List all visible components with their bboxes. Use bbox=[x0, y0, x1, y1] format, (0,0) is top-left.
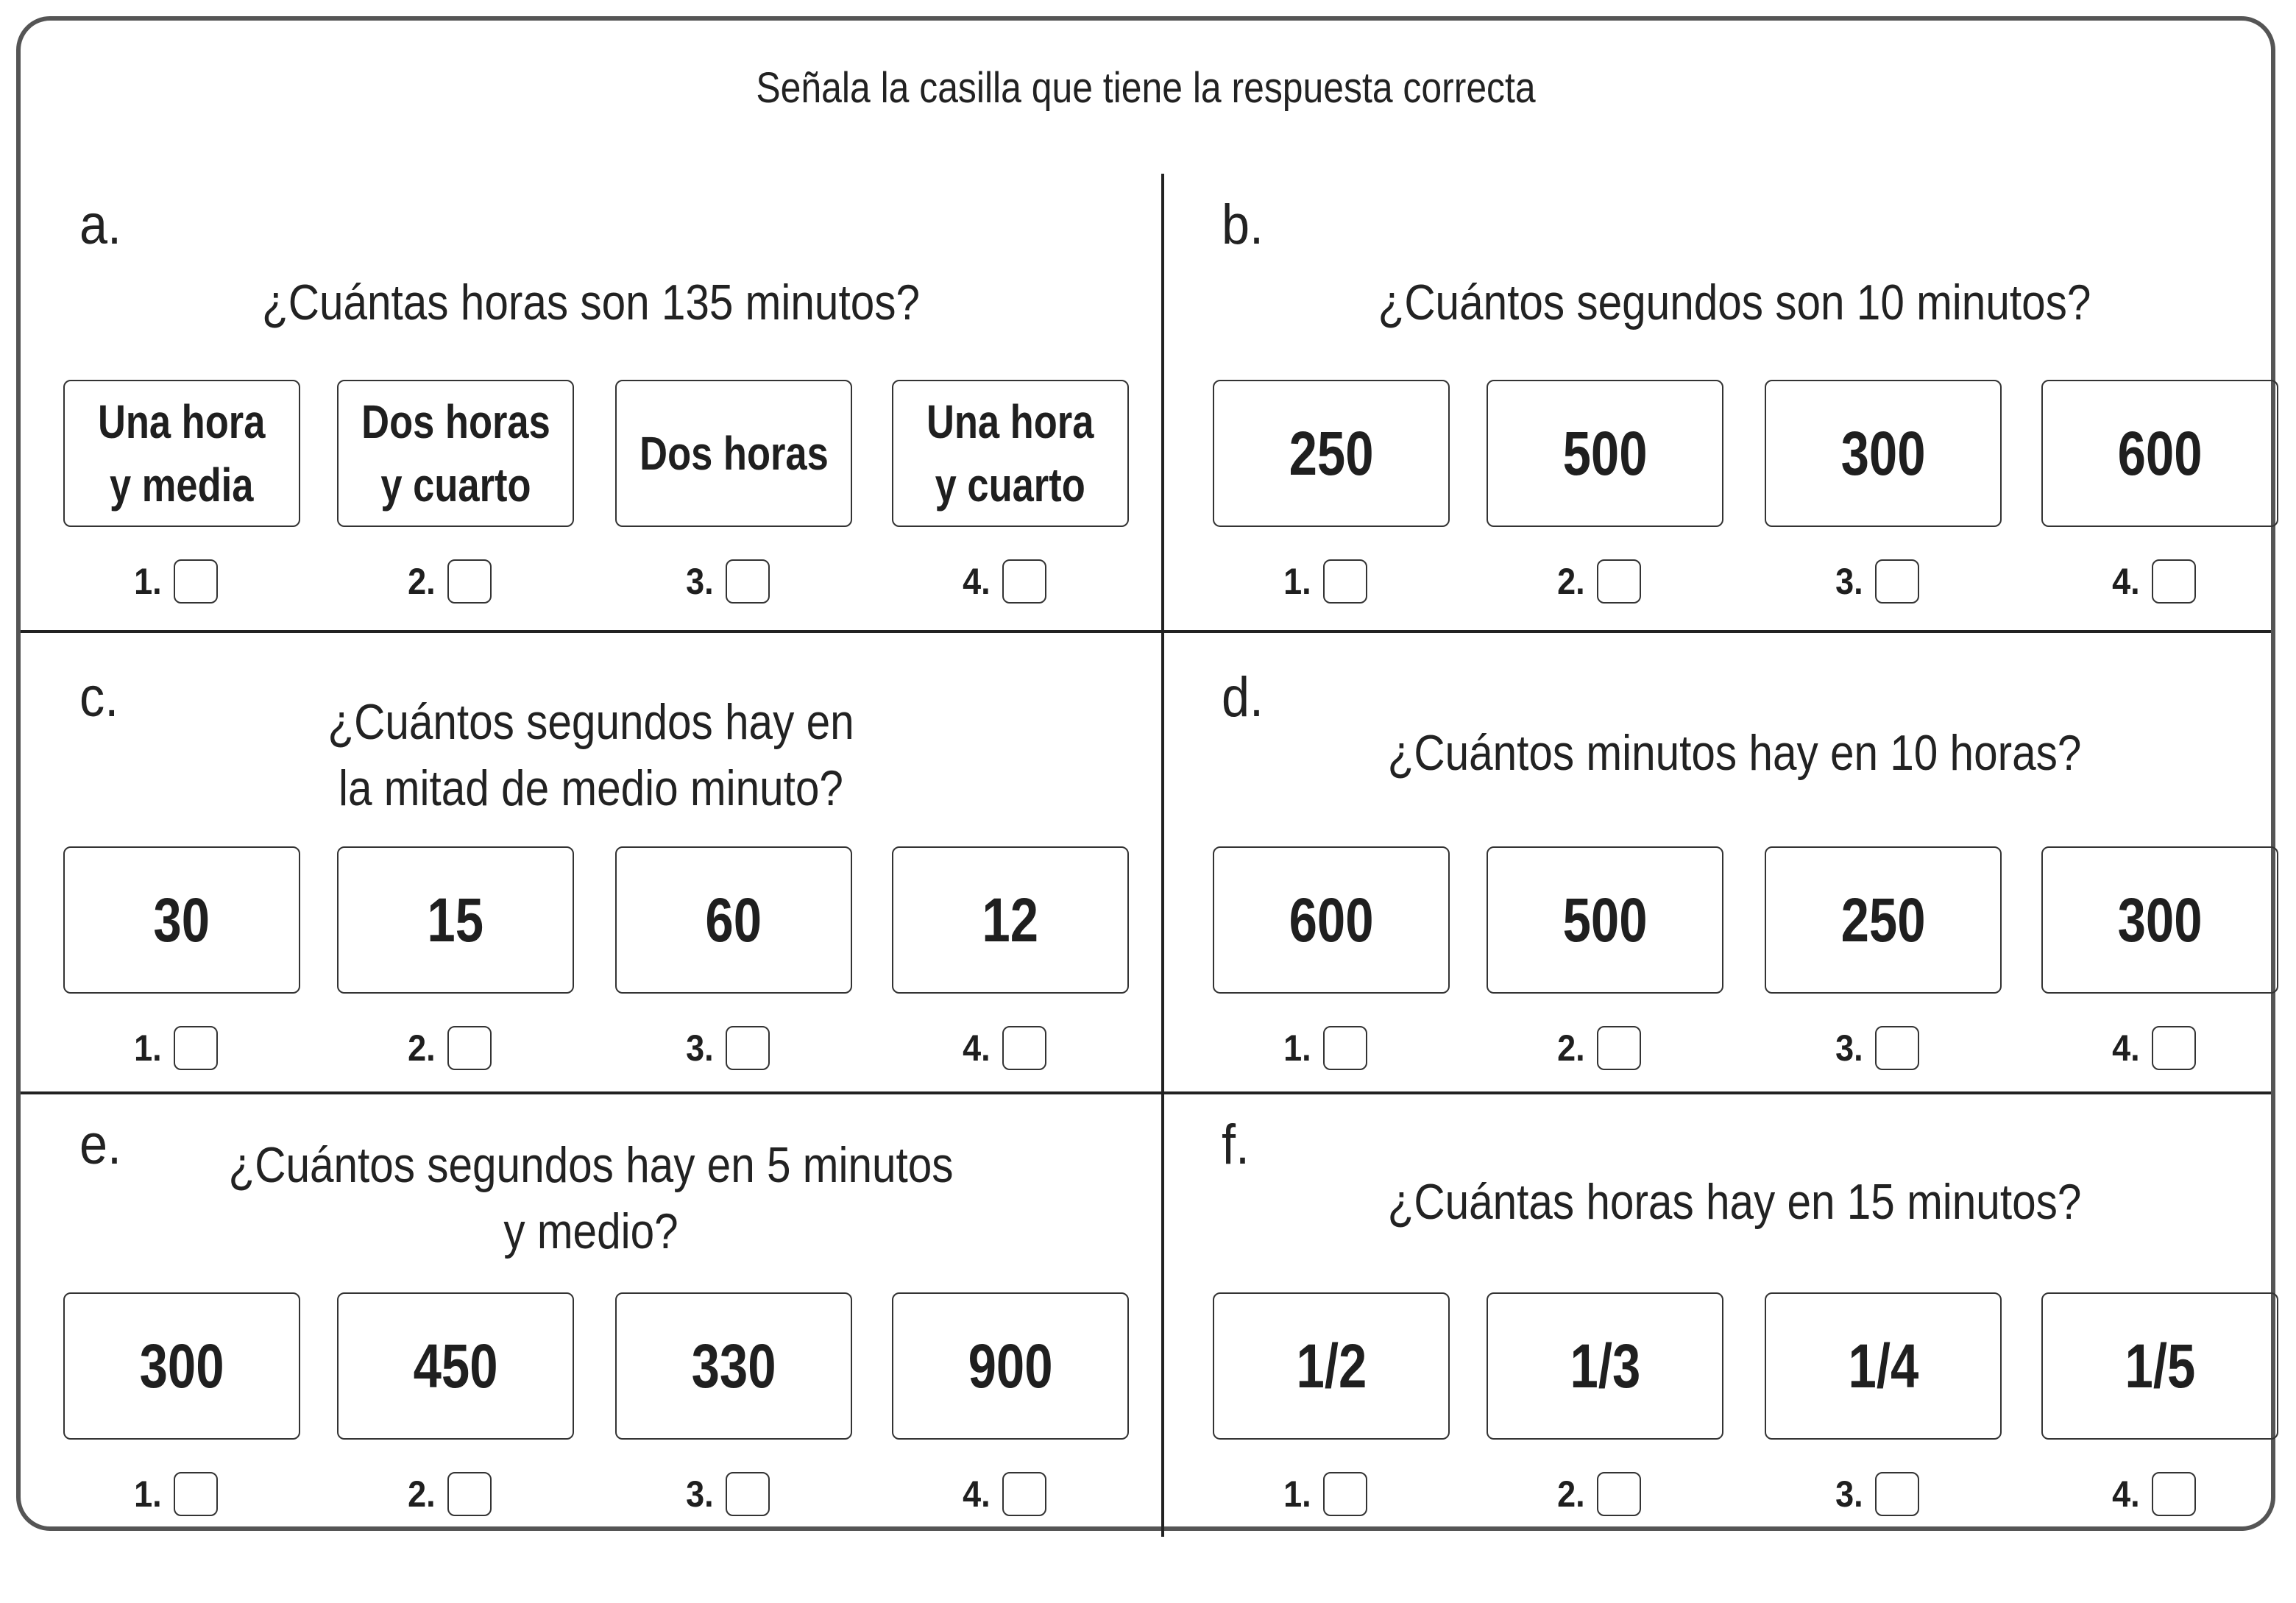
question-line: ¿Cuántos minutos hay en 10 horas? bbox=[1387, 725, 2082, 781]
exercise-letter: a. bbox=[79, 194, 122, 256]
answer-option-text: Una hora bbox=[98, 395, 266, 448]
answer-option-box bbox=[337, 1292, 574, 1440]
answer-checkbox-row bbox=[1282, 1026, 1367, 1070]
exercise-letter: e. bbox=[79, 1114, 122, 1176]
answer-checkbox-row bbox=[406, 559, 492, 604]
option-number: 4. bbox=[2112, 561, 2140, 602]
option-number: 3. bbox=[1835, 1027, 1863, 1069]
answer-option-text: Una hora bbox=[926, 395, 1094, 448]
answer-option-text: 300 bbox=[1840, 418, 1926, 488]
answer-checkbox-row bbox=[961, 559, 1046, 604]
answer-checkbox-row bbox=[2111, 1026, 2196, 1070]
answer-option-box bbox=[1487, 380, 1723, 527]
exercise-question bbox=[126, 689, 1056, 821]
answer-checkbox[interactable] bbox=[2152, 1026, 2196, 1070]
answer-checkbox[interactable] bbox=[726, 559, 770, 604]
answer-option-text: 250 bbox=[1289, 418, 1374, 488]
exercise-letter: f. bbox=[1222, 1114, 1250, 1176]
answer-option-box bbox=[1765, 846, 2002, 994]
option-number: 3. bbox=[686, 1473, 714, 1515]
option-number: 3. bbox=[1835, 1473, 1863, 1515]
answer-checkbox[interactable] bbox=[1002, 1472, 1046, 1516]
option-number: 4. bbox=[963, 1027, 991, 1069]
answer-checkbox-row bbox=[1834, 559, 1919, 604]
answer-checkbox-row bbox=[1556, 559, 1641, 604]
option-number: 1. bbox=[1283, 1473, 1311, 1515]
row-divider-2 bbox=[21, 1091, 2271, 1094]
answer-option-box bbox=[337, 380, 574, 527]
answer-checkbox[interactable] bbox=[1323, 559, 1367, 604]
answer-option-box bbox=[63, 846, 300, 994]
option-number: 2. bbox=[1557, 1027, 1585, 1069]
option-number: 4. bbox=[963, 561, 991, 602]
answer-option-text: 300 bbox=[2117, 885, 2203, 955]
option-number: 3. bbox=[1835, 561, 1863, 602]
answer-checkbox-row bbox=[406, 1472, 492, 1516]
question-line: ¿Cuántos segundos son 10 minutos? bbox=[1378, 275, 2091, 330]
answer-checkbox[interactable] bbox=[1323, 1026, 1367, 1070]
answer-checkbox[interactable] bbox=[1597, 1026, 1641, 1070]
exercise-letter: b. bbox=[1222, 194, 1264, 256]
answer-option-text: 60 bbox=[705, 885, 762, 955]
answer-checkbox-row bbox=[2111, 1472, 2196, 1516]
answer-option-box bbox=[337, 846, 574, 994]
question-line: ¿Cuántos segundos hay en 5 minutos bbox=[228, 1137, 954, 1193]
answer-option-text: 1/5 bbox=[2125, 1331, 2195, 1401]
option-number: 2. bbox=[408, 1473, 436, 1515]
answer-option-box bbox=[1765, 380, 2002, 527]
answer-option-box bbox=[615, 380, 852, 527]
answer-checkbox[interactable] bbox=[1002, 559, 1046, 604]
answer-checkbox-row bbox=[684, 1472, 770, 1516]
question-line: y medio? bbox=[503, 1203, 678, 1259]
answer-checkbox-row bbox=[684, 559, 770, 604]
answer-checkbox-row bbox=[684, 1026, 770, 1070]
option-number: 1. bbox=[1283, 561, 1311, 602]
answer-checkbox[interactable] bbox=[447, 559, 492, 604]
exercise-question bbox=[1269, 720, 2200, 786]
answer-option-text: 250 bbox=[1840, 885, 1926, 955]
option-number: 4. bbox=[963, 1473, 991, 1515]
answer-option-text: 300 bbox=[139, 1331, 224, 1401]
answer-checkbox-row bbox=[132, 1026, 218, 1070]
answer-option-text: 500 bbox=[1562, 418, 1648, 488]
column-divider bbox=[1161, 174, 1164, 1537]
answer-option-text: y cuarto bbox=[935, 459, 1086, 512]
answer-option-text: 12 bbox=[982, 885, 1039, 955]
answer-option-text: y cuarto bbox=[380, 459, 531, 512]
option-number: 2. bbox=[1557, 1473, 1585, 1515]
exercise-letter: d. bbox=[1222, 666, 1264, 729]
answer-option-box bbox=[615, 1292, 852, 1440]
answer-checkbox-row bbox=[1282, 559, 1367, 604]
answer-checkbox-row bbox=[2111, 559, 2196, 604]
answer-checkbox-row bbox=[961, 1026, 1046, 1070]
option-number: 1. bbox=[134, 561, 162, 602]
option-number: 2. bbox=[408, 561, 436, 602]
answer-checkbox-row bbox=[1556, 1026, 1641, 1070]
instruction-text: Señala la casilla que tiene la respuesta correcta bbox=[756, 64, 1536, 112]
exercise-letter: c. bbox=[79, 666, 119, 729]
answer-option-box bbox=[2041, 380, 2278, 527]
answer-option-box bbox=[2041, 846, 2278, 994]
answer-option-box bbox=[615, 846, 852, 994]
answer-checkbox-row bbox=[1282, 1472, 1367, 1516]
answer-checkbox[interactable] bbox=[1597, 1472, 1641, 1516]
answer-option-box bbox=[892, 846, 1129, 994]
answer-option-box bbox=[2041, 1292, 2278, 1440]
answer-checkbox[interactable] bbox=[174, 1472, 218, 1516]
worksheet-frame bbox=[16, 16, 2275, 1531]
answer-option-text: 900 bbox=[968, 1331, 1053, 1401]
answer-checkbox[interactable] bbox=[447, 1472, 492, 1516]
answer-checkbox-row bbox=[1556, 1472, 1641, 1516]
option-number: 1. bbox=[1283, 1027, 1311, 1069]
option-number: 2. bbox=[1557, 561, 1585, 602]
question-line: ¿Cuántos segundos hay en bbox=[327, 694, 854, 750]
option-number: 4. bbox=[2112, 1027, 2140, 1069]
answer-checkbox[interactable] bbox=[1875, 1472, 1919, 1516]
exercise-question bbox=[1269, 1169, 2200, 1235]
option-number: 1. bbox=[134, 1027, 162, 1069]
answer-checkbox[interactable] bbox=[174, 1026, 218, 1070]
answer-checkbox[interactable] bbox=[1875, 559, 1919, 604]
answer-checkbox[interactable] bbox=[2152, 1472, 2196, 1516]
answer-option-box bbox=[1487, 1292, 1723, 1440]
exercise-question bbox=[126, 269, 1056, 336]
row-divider-1 bbox=[21, 630, 2271, 633]
exercise-question bbox=[126, 1132, 1056, 1264]
answer-option-text: 1/3 bbox=[1570, 1331, 1640, 1401]
answer-checkbox[interactable] bbox=[1597, 559, 1641, 604]
option-number: 3. bbox=[686, 561, 714, 602]
answer-checkbox[interactable] bbox=[726, 1026, 770, 1070]
answer-option-box bbox=[1213, 846, 1450, 994]
answer-option-box bbox=[63, 380, 300, 527]
question-line: la mitad de medio minuto? bbox=[339, 760, 843, 816]
answer-option-box bbox=[892, 380, 1129, 527]
answer-checkbox-row bbox=[406, 1026, 492, 1070]
question-line: ¿Cuántas horas hay en 15 minutos? bbox=[1387, 1174, 2082, 1230]
option-number: 3. bbox=[686, 1027, 714, 1069]
answer-option-box bbox=[1487, 846, 1723, 994]
answer-checkbox-row bbox=[961, 1472, 1046, 1516]
answer-option-text: 1/4 bbox=[1848, 1331, 1918, 1401]
answer-checkbox[interactable] bbox=[447, 1026, 492, 1070]
answer-option-text: 30 bbox=[153, 885, 210, 955]
answer-option-text: 330 bbox=[691, 1331, 776, 1401]
answer-option-box bbox=[1213, 1292, 1450, 1440]
answer-option-text: Dos horas bbox=[639, 427, 829, 480]
option-number: 1. bbox=[134, 1473, 162, 1515]
answer-option-box bbox=[1213, 380, 1450, 527]
answer-checkbox-row bbox=[1834, 1472, 1919, 1516]
answer-checkbox[interactable] bbox=[1323, 1472, 1367, 1516]
answer-checkbox-row bbox=[132, 559, 218, 604]
answer-option-box bbox=[63, 1292, 300, 1440]
option-number: 2. bbox=[408, 1027, 436, 1069]
question-line: ¿Cuántas horas son 135 minutos? bbox=[262, 275, 920, 330]
answer-checkbox[interactable] bbox=[2152, 559, 2196, 604]
answer-option-box bbox=[892, 1292, 1129, 1440]
option-number: 4. bbox=[2112, 1473, 2140, 1515]
answer-option-box bbox=[1765, 1292, 2002, 1440]
answer-option-text: y media bbox=[110, 459, 254, 512]
answer-checkbox-row bbox=[132, 1472, 218, 1516]
answer-option-text: 600 bbox=[1289, 885, 1374, 955]
answer-option-text: 450 bbox=[413, 1331, 498, 1401]
answer-checkbox[interactable] bbox=[726, 1472, 770, 1516]
answer-option-text: 1/2 bbox=[1296, 1331, 1367, 1401]
answer-checkbox[interactable] bbox=[174, 559, 218, 604]
answer-checkbox[interactable] bbox=[1875, 1026, 1919, 1070]
answer-option-text: 500 bbox=[1562, 885, 1648, 955]
answer-checkbox-row bbox=[1834, 1026, 1919, 1070]
answer-option-text: 15 bbox=[427, 885, 484, 955]
answer-option-text: 600 bbox=[2117, 418, 2203, 488]
answer-option-text: Dos horas bbox=[361, 395, 550, 448]
exercise-question bbox=[1269, 269, 2200, 336]
answer-checkbox[interactable] bbox=[1002, 1026, 1046, 1070]
